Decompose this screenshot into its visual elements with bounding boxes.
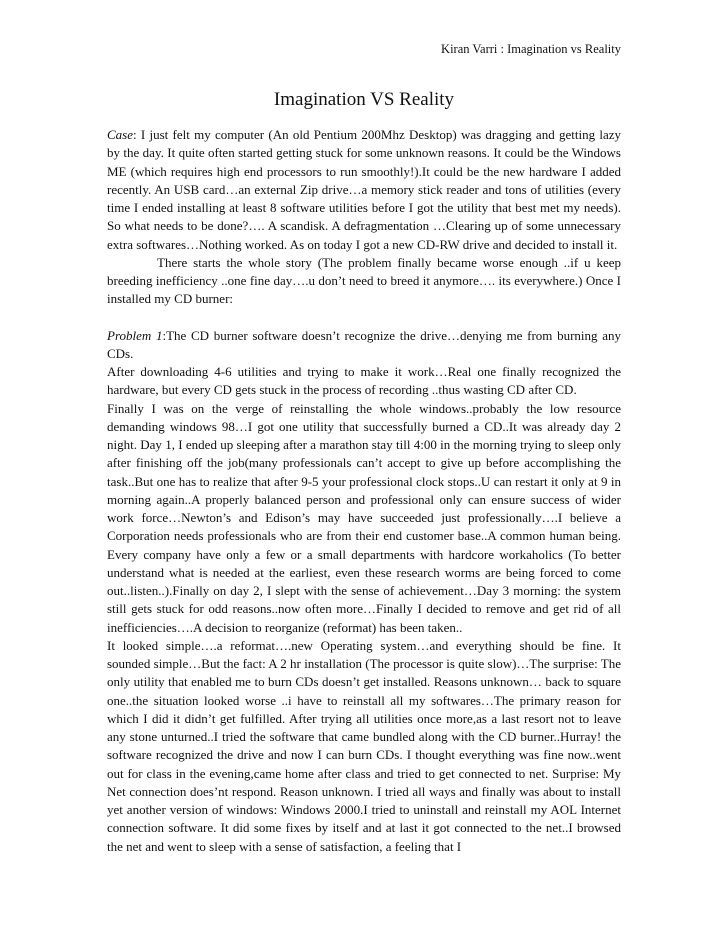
case-label: Case xyxy=(107,127,133,142)
paragraph-story xyxy=(107,254,621,309)
paragraph-text: After downloading 4-6 utilities and trying to make it work…Real one finally recognized the hardware, but every CD gets stuck in the process of recording ..thus wasting CD after CD. xyxy=(107,364,621,398)
running-header: Kiran Varri : Imagination vs Reality xyxy=(441,42,621,56)
paragraph-reformat xyxy=(107,637,621,856)
problem-label: Problem 1 xyxy=(107,327,163,343)
paragraph-text: :The CD burner software doesn’t recognize the drive…denying me from burning any CDs. xyxy=(107,327,621,361)
paragraph-utilities xyxy=(107,363,621,400)
paragraph-text: Finally I was on the verge of reinstalling the whole windows..probably the low resource demanding windows 98…I got one utility that successfully burned a CD..It was already day 2 night. Day 1, I ended up sleeping after a marathon stay till 4:00 in the morning trying to sleep only after finishing off the job(many professionals can’t accept to give up before accomplishing the task..But one has to realize that after 9-5 your professional clock stops..U can restart it only at 9 in morning again..A properly balanced person and professional only can ensure success of wider work force…Newton’s and Edison’s may have succeeded just professionally….I believe a Corporation needs professionals who are from their end customer base..A common human being. Every company have only a few or a small departments with hardcore workaholics (To better understand what is needed at the earliest, even these research worms are being forced to come out..listen..).Finally on day 2, I slept with the sense of achievement…Day 3 morning: the system still gets stuck for odd reasons..now often more…Finally I decided to remove and get rid of all inefficiencies….A decision to reorganize (reformat) has been taken.. xyxy=(107,400,621,635)
paragraph-reinstall xyxy=(107,400,621,637)
paragraph-text: : I just felt my computer (An old Pentium 200Mhz Desktop) was dragging and getting lazy by the day. It quite often started getting stuck for some unknown reasons. It could be the Windows ME (which requires high end processors to run smoothly!).It could be the new hardware I added recently. An USB card…an external Zip drive…a memory stick reader and tons of utilities (every time I ended installing at least 8 software utilities before I got the utility that best met my needs). So what needs to be done?…. A scandisk. A defragmentation …Clearing up of some unnecessary extra softwares…Nothing worked. As on today I got a new CD-RW drive and decided to install it. xyxy=(107,127,621,252)
document-title: Imagination VS Reality xyxy=(273,89,455,110)
paragraph-text: There starts the whole story (The problem finally became worse enough ..if u keep breeding inefficiency ..one fine day….u don’t need to breed it anymore…. its everywhere.) Once I installed my CD burner: xyxy=(107,254,621,307)
document-body xyxy=(107,126,621,856)
paragraph-text: It looked simple….a reformat….new Operating system…and everything should be fine. It sounded simple…But the fact: A 2 hr installation (The processor is quite slow)…The surprise: The only utility that enabled me to burn CDs doesn’t get installed. Reasons unknown… back to square one..the situation looked worse ..i have to reinstall all my softwares…The primary reason for which I did it didn’t get fulfilled. After trying all utilities once more,as a last resort not to leave any stone unturned..I tried the software that came bundled along with the CD burner..Hurray! the software recognized the drive and now I can burn CDs. I thought everything was fine now..went out for class in the evening,came home after class and tried to get connected to net. Surprise: My Net connection does’nt respond. Reason unknown. I tried all ways and finally was about to install yet another version of windows: Windows 2000.I tried to uninstall and reinstall my AOL Internet connection software. It did some fixes by itself and at last it got connected to the net..I browsed the net and went to sleep with a sense of satisfaction, a feeling that I xyxy=(107,637,621,854)
paragraph-problem-1 xyxy=(107,327,621,364)
paragraph-case xyxy=(107,126,621,254)
